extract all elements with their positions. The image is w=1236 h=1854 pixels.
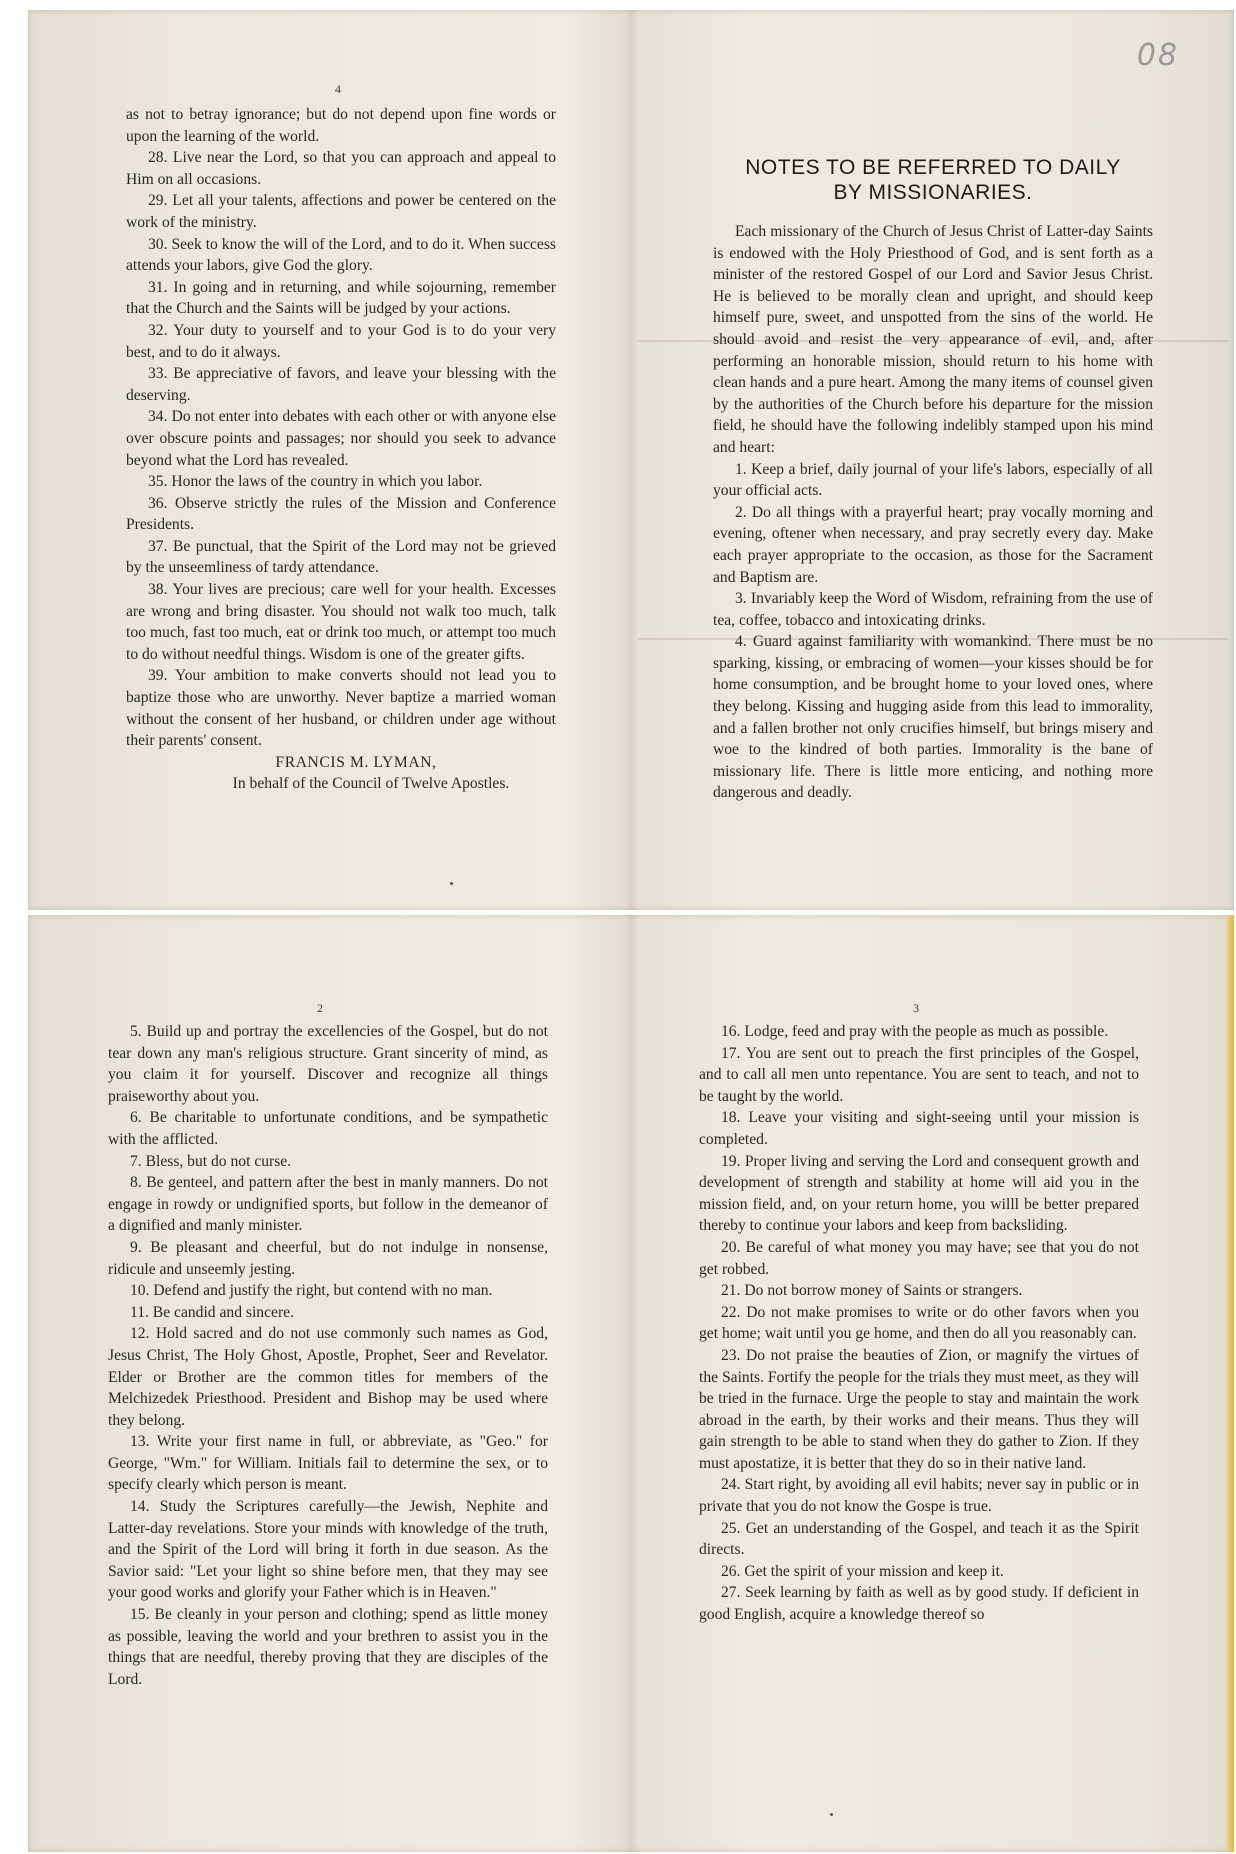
page-number-4: 4 bbox=[335, 82, 341, 96]
paragraph: 35. Honor the laws of the country in which you labor. bbox=[148, 473, 483, 491]
paragraph: 29. Let all your talents, affections and power be centered on the work of the ministry. bbox=[126, 192, 556, 231]
paragraph: 17. You are sent out to preach the first principles of the Gospel, and to call all men unto repentance. You are sent to teach, and not to be taught by the world. bbox=[699, 1044, 1139, 1105]
signature-name: FRANCIS M. LYMAN, bbox=[275, 753, 437, 771]
paragraph: 19. Proper living and serving the Lord and consequent growth and development of strength and stability at home will aid you in the mission field, and, on your return home, you willl be better prepared thereby to continue your labors and keep from backsliding. bbox=[699, 1152, 1139, 1235]
paragraph: 11. Be candid and sincere. bbox=[130, 1303, 294, 1321]
paragraph: 15. Be cleanly in your person and clothing; spend as little money as possible, leaving the world and your brethren to assist you in the things that are needful, thereby proving that they are disciples of the Lord. bbox=[108, 1606, 548, 1688]
page-number-3: 3 bbox=[913, 1001, 919, 1015]
paragraph: 39. Your ambition to make converts should not lead you to baptize those who are unworthy. Never baptize a married woman without the consent of her husband, or children under age without their parents' consent. bbox=[126, 667, 556, 750]
paragraph: 12. Hold sacred and do not use commonly such names as God, Jesus Christ, The Holy Ghost, Apostle, Prophet, Seer and Revelator. Elder or Brother are the common titles for members of the Melchizedek Priesthood. President and Bishop may be used where they belong. bbox=[108, 1325, 548, 1429]
page-number-2: 2 bbox=[317, 1001, 323, 1015]
paragraph: 2. Do all things with a prayerful heart; pray vocally morning and evening, oftener when necessary, and pray secretly every day. Make each prayer appropriate to the occasion, as those for the Sacrament and Baptism are. bbox=[713, 503, 1153, 586]
paragraph: 33. Be appreciative of favors, and leave your blessing with the deserving. bbox=[126, 365, 556, 404]
title-line: NOTES TO BE REFERRED TO DAILY bbox=[745, 156, 1121, 179]
print-mark bbox=[830, 1813, 833, 1816]
paragraph: 34. Do not enter into debates with each other or with anyone else over obscure points and passages; nor should you seek to advance beyond what the Lord has revealed. bbox=[126, 408, 556, 469]
page-edge bbox=[1226, 915, 1234, 1852]
page-4-text bbox=[126, 104, 556, 795]
title-line: BY MISSIONARIES. bbox=[833, 181, 1033, 204]
paragraph: 14. Study the Scriptures carefully—the Jewish, Nephite and Latter-day revelations. Store your minds with knowledge of the truth, and the Spirit of the Lord will bring it forth in due season. As the Savior said: "Let your light so shine before men, that they may see your good works and glorify your Father which is in Heaven." bbox=[108, 1498, 548, 1602]
paragraph: 22. Do not make promises to write or do other favors when you get home; wait until you ge home, and then do all you reasonably can. bbox=[699, 1303, 1139, 1343]
paragraph: 30. Seek to know the will of the Lord, and to do it. When success attends your labors, give God the glory. bbox=[126, 235, 556, 275]
bottom-sheet bbox=[28, 915, 1234, 1852]
page-title bbox=[713, 155, 1153, 205]
paragraph: 24. Start right, by avoiding all evil habits; never say in public or in private that you do not know the Gospe is true. bbox=[699, 1476, 1139, 1516]
signature-role: In behalf of the Council of Twelve Apostles. bbox=[232, 775, 510, 793]
paragraph: 32. Your duty to yourself and to your God is to do your very best, and to do it always. bbox=[126, 321, 556, 361]
page-2-text bbox=[108, 1021, 548, 1690]
paragraph: 21. Do not borrow money of Saints or strangers. bbox=[721, 1282, 1023, 1300]
page-1-text bbox=[713, 155, 1153, 804]
paragraph: 37. Be punctual, that the Spirit of the Lord may not be grieved by the unseemliness of tardy attendance. bbox=[126, 537, 556, 577]
paragraph: 23. Do not praise the beauties of Zion, or magnify the virtues of the Saints. Fortify the people for the trials they must meet, as they will be tried in the furnace. Urge the people to stay and maintain the work abroad in the earth, by their works and their means. Thus they will gain strength to be able to stand when they do gather to Zion. If they must apostatize, it is better that they do so in their native land. bbox=[699, 1346, 1139, 1472]
paragraph: 6. Be charitable to unfortunate conditions, and be sympathetic with the afflicted. bbox=[108, 1109, 548, 1148]
paragraph: 1. Keep a brief, daily journal of your life's labors, especially of all your official acts. bbox=[713, 460, 1153, 500]
handwritten-mark: 08 bbox=[1136, 38, 1179, 73]
print-mark bbox=[450, 882, 453, 885]
top-sheet bbox=[28, 10, 1234, 910]
paragraph: 7. Bless, but do not curse. bbox=[130, 1152, 292, 1170]
paragraph: 20. Be careful of what money you may have; see that you do not get robbed. bbox=[699, 1238, 1139, 1278]
paragraph: 4. Guard against familiarity with womankind. There must be no sparking, kissing, or embracing of women—your kisses should be for home consumption, and be brought home to your loved ones, where they belong. Kissing and hugging aside from this lead to immorality, and a fallen brother not only crucifies himself, but brings misery and woe to the kindred of both parties. Immorality is the bane of missionary life. There is little more enticing, and nothing more dangerous and deadly. bbox=[713, 633, 1153, 802]
paragraph: 13. Write your first name in full, or abbreviate, as "Geo." for George, "Wm." for William. Initials fail to determine the sex, or to specify clearly which person is meant. bbox=[108, 1433, 548, 1494]
paragraph: 25. Get an understanding of the Gospel, and teach it as the Spirit directs. bbox=[699, 1519, 1139, 1559]
paragraph: 3. Invariably keep the Word of Wisdom, refraining from the use of tea, coffee, tobacco and intoxicating drinks. bbox=[713, 590, 1153, 629]
paragraph: 26. Get the spirit of your mission and keep it. bbox=[721, 1562, 1004, 1580]
paragraph: 31. In going and in returning, and while sojourning, remember that the Church and the Saints will be judged by your actions. bbox=[126, 278, 556, 318]
paragraph: 18. Leave your visiting and sight-seeing until your mission is completed. bbox=[699, 1109, 1139, 1148]
paragraph: 36. Observe strictly the rules of the Mission and Conference Presidents. bbox=[126, 494, 556, 534]
paragraph: as not to betray ignorance; but do not depend upon fine words or upon the learning of the world. bbox=[126, 106, 556, 145]
paragraph: 5. Build up and portray the excellencies of the Gospel, but do not tear down any man's religious structure. Grant sincerity of mind, as you claim it for yourself. Discover and recognize all things praiseworthy about you. bbox=[108, 1023, 548, 1105]
paragraph: 38. Your lives are precious; care well for your health. Excesses are wrong and bring disaster. You should not walk too much, talk too much, fast too much, eat or drink too much, or attempt too much to do without needful things. Wisdom is one of the greater gifts. bbox=[126, 581, 556, 663]
paragraph: 27. Seek learning by faith as well as by good study. If deficient in good English, acquire a knowledge thereof so bbox=[699, 1584, 1139, 1624]
paragraph: 9. Be pleasant and cheerful, but do not indulge in nonsense, ridicule and unseemly jesting. bbox=[108, 1238, 548, 1278]
page-3-text bbox=[699, 1021, 1139, 1626]
paragraph: 28. Live near the Lord, so that you can approach and appeal to Him on all occasions. bbox=[126, 149, 556, 188]
paragraph: 10. Defend and justify the right, but contend with no man. bbox=[130, 1282, 493, 1300]
paragraph: Each missionary of the Church of Jesus Christ of Latter-day Saints is endowed with the Holy Priesthood of God, and is sent forth as a minister of the restored Gospel of our Lord and Savior Jesus Christ. He is believed to be morally clean and upright, and should keep himself pure, sweet, and unspotted from the sins of the world. He should avoid and resist the very appearance of evil, and, after performing an honorable mission, should return to his home with clean hands and a pure heart. Among the many items of counsel given by the authorities of the Church before his departure for the mission field, he should have the following indelibly stamped upon his mind and heart: bbox=[713, 223, 1153, 456]
paragraph: 16. Lodge, feed and pray with the people as much as possible. bbox=[721, 1023, 1109, 1040]
paragraph: 8. Be genteel, and pattern after the best in manly manners. Do not engage in rowdy or undignified sports, but follow in the demeanor of a dignified and manly minister. bbox=[108, 1174, 548, 1235]
